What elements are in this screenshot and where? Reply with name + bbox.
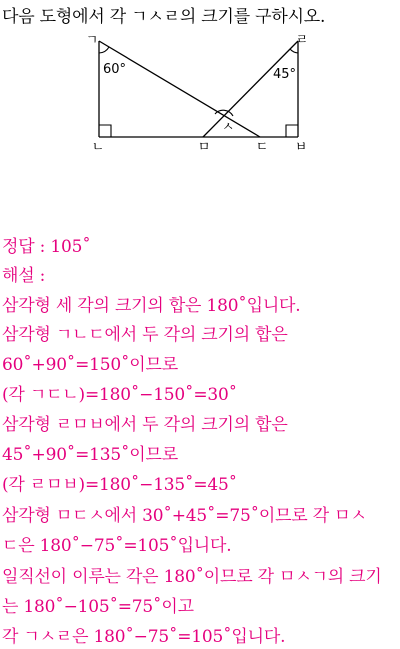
solution-line-1: 정답 : 105˚	[2, 237, 91, 257]
label-d: ㄷ	[255, 140, 269, 155]
solution-line-4: 삼각형 ㄱㄴㄷ에서 두 각의 크기의 합은	[2, 325, 288, 345]
solution-line-8: 45˚+90˚=135˚이므로	[2, 445, 178, 465]
solution-line-5: 60˚+90˚=150˚이므로	[2, 355, 178, 375]
solution-line-12: 일직선이 이루는 각은 180˚이므로 각 ㅁㅅㄱ의 크기	[2, 567, 382, 587]
right-angle-mark-right	[286, 125, 298, 137]
label-n: ㄴ	[91, 140, 105, 155]
solution-line-2: 해설 :	[2, 266, 46, 286]
angle-label-45: 45°	[273, 67, 297, 82]
solution-line-10: 삼각형 ㅁㄷㅅ에서 30˚+45˚=75˚이므로 각 ㅁㅅ	[2, 506, 367, 526]
label-l: ㄹ	[295, 33, 309, 48]
solution-line-7: 삼각형 ㄹㅁㅂ에서 두 각의 크기의 합은	[2, 415, 288, 435]
solution-line-6: (각 ㄱㄷㄴ)=180˚−150˚=30˚	[2, 385, 237, 405]
right-angle-mark-left	[99, 125, 111, 137]
label-s: ㅅ	[221, 120, 235, 135]
label-b: ㅂ	[294, 140, 308, 155]
label-g: ㄱ	[85, 33, 99, 48]
solution-line-14: 각 ㄱㅅㄹ은 180˚−75˚=105˚입니다.	[2, 627, 286, 647]
angle-label-60: 60°	[103, 62, 127, 77]
label-m: ㅁ	[197, 140, 211, 155]
segment-gd	[99, 41, 260, 137]
angle-arc-60	[99, 47, 109, 53]
solution-line-9: (각 ㄹㅁㅂ)=180˚−135˚=45˚	[2, 475, 237, 495]
question-text: 다음 도형에서 각 ㄱㅅㄹ의 크기를 구하시오.	[2, 7, 326, 27]
solution-line-3: 삼각형 세 각의 크기의 합은 180˚입니다.	[2, 296, 301, 316]
geometry-figure	[0, 0, 400, 160]
solution-line-11: ㄷ은 180˚−75˚=105˚입니다.	[2, 536, 232, 556]
solution-line-13: 는 180˚−105˚=75˚이고	[2, 597, 194, 617]
segment-lm	[203, 41, 298, 137]
angle-arc-45	[290, 49, 298, 53]
